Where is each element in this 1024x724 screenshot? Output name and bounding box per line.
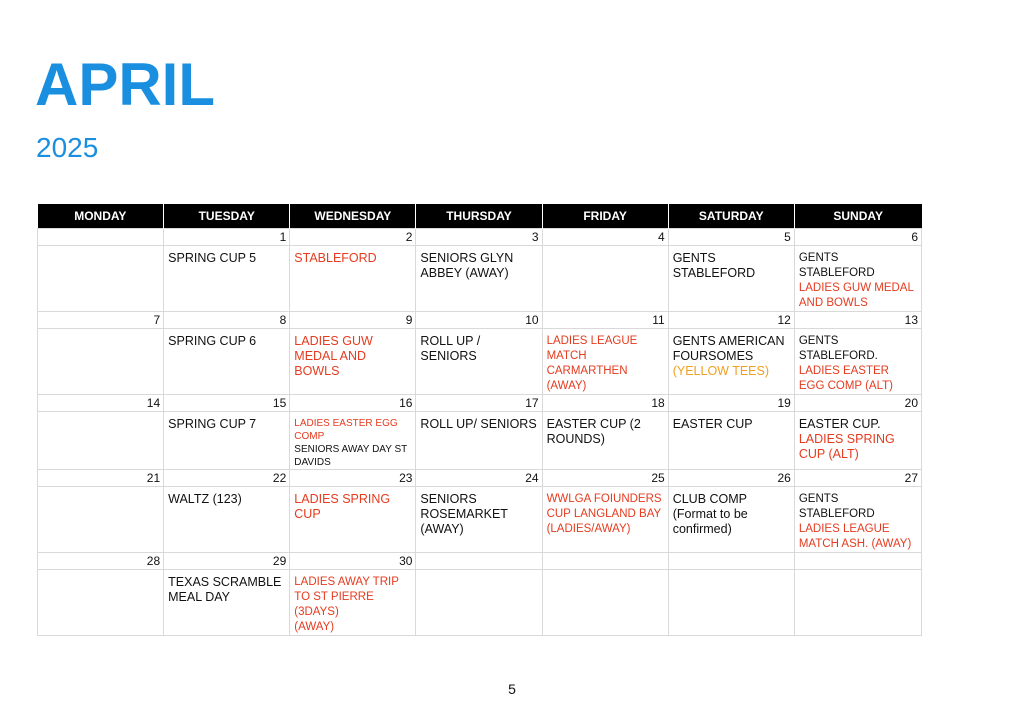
day-cell (416, 570, 542, 636)
day-number (38, 229, 164, 246)
event-text: SPRING CUP 6 (168, 334, 257, 348)
day-number: 20 (794, 395, 921, 412)
event-text: WALTZ (123) (168, 492, 242, 506)
day-number: 27 (794, 470, 921, 487)
day-number: 14 (38, 395, 164, 412)
day-cell (290, 329, 416, 395)
day-number: 18 (542, 395, 668, 412)
event-text: LADIES LEAGUE MATCH ASH. (AWAY) (798, 523, 912, 550)
event-text: SENIORS GLYN ABBEY (AWAY) (420, 251, 514, 280)
day-number (668, 553, 794, 570)
day-number: 15 (164, 395, 290, 412)
day-cell (794, 246, 921, 312)
day-cell (794, 487, 921, 553)
day-cell (668, 246, 794, 312)
day-cell (416, 487, 542, 553)
weekday-header: MONDAY (38, 204, 164, 229)
day-cell (794, 570, 921, 636)
event-text: (Format to be confirmed) (672, 507, 748, 536)
day-cell (542, 412, 668, 470)
day-cell (38, 487, 164, 553)
event-text: GENTS STABLEFORD. (798, 335, 878, 362)
day-number: 17 (416, 395, 542, 412)
day-number: 11 (542, 312, 668, 329)
day-number: 8 (164, 312, 290, 329)
day-cell (542, 570, 668, 636)
event-text: (YELLOW TEES) (672, 364, 770, 378)
day-cell (290, 246, 416, 312)
day-cell (164, 412, 290, 470)
event-text: LADIES EASTER EGG COMP (ALT) (798, 365, 893, 392)
weekday-header: WEDNESDAY (290, 204, 416, 229)
month-title: APRIL (35, 51, 215, 118)
day-number (416, 553, 542, 570)
event-text: ROLL UP/ SENIORS (420, 417, 537, 431)
day-number: 21 (38, 470, 164, 487)
weekday-header: THURSDAY (416, 204, 542, 229)
day-number: 7 (38, 312, 164, 329)
day-number (794, 553, 921, 570)
day-cell (416, 246, 542, 312)
event-text: TEXAS SCRAMBLE MEAL DAY (168, 575, 282, 604)
day-cell (794, 329, 921, 395)
day-cell (416, 412, 542, 470)
event-text: GENTS STABLEFORD (672, 251, 756, 280)
day-cell (668, 412, 794, 470)
event-text: SENIORS ROSEMARKET (AWAY) (420, 492, 508, 536)
day-cell (794, 412, 921, 470)
day-cell (290, 412, 416, 470)
day-number: 12 (668, 312, 794, 329)
day-number (542, 553, 668, 570)
event-text: (AWAY) (294, 621, 335, 633)
event-text: EASTER CUP (2 ROUNDS) (546, 417, 641, 446)
event-text: SPRING CUP 5 (168, 251, 257, 265)
day-cell (290, 570, 416, 636)
week-events-row (38, 246, 922, 312)
week-date-row (38, 470, 922, 487)
week-events-row (38, 487, 922, 553)
weekday-header: FRIDAY (542, 204, 668, 229)
day-cell (290, 487, 416, 553)
event-text: SENIORS AWAY DAY ST DAVIDS (294, 444, 408, 468)
day-number: 24 (416, 470, 542, 487)
week-events-row (38, 412, 922, 470)
event-text: EASTER CUP (672, 417, 753, 431)
day-number: 16 (290, 395, 416, 412)
week-date-row (38, 553, 922, 570)
day-cell (38, 412, 164, 470)
day-number: 2 (290, 229, 416, 246)
event-text: STABLEFORD (294, 251, 377, 265)
day-number: 23 (290, 470, 416, 487)
weekday-header: TUESDAY (164, 204, 290, 229)
week-date-row (38, 229, 922, 246)
day-cell (38, 246, 164, 312)
day-number: 25 (542, 470, 668, 487)
day-cell (542, 487, 668, 553)
week-events-row (38, 570, 922, 636)
day-number: 3 (416, 229, 542, 246)
day-number: 30 (290, 553, 416, 570)
day-number: 22 (164, 470, 290, 487)
event-text: (AWAY) (546, 380, 587, 392)
day-cell (542, 246, 668, 312)
week-date-row (38, 395, 922, 412)
day-number: 9 (290, 312, 416, 329)
event-text: LADIES AWAY TRIP TO ST PIERRE (3DAYS) (294, 576, 399, 618)
day-cell (668, 570, 794, 636)
day-number: 6 (794, 229, 921, 246)
week-events-row (38, 329, 922, 395)
day-number: 1 (164, 229, 290, 246)
day-cell (542, 329, 668, 395)
weekday-header: SATURDAY (668, 204, 794, 229)
day-cell (416, 329, 542, 395)
day-cell (164, 329, 290, 395)
day-number: 29 (164, 553, 290, 570)
day-number: 10 (416, 312, 542, 329)
page-number: 5 (508, 681, 516, 697)
day-cell (38, 329, 164, 395)
event-text: LADIES GUW MEDAL AND BOWLS (798, 282, 914, 309)
calendar-grid (37, 204, 922, 636)
day-cell (668, 487, 794, 553)
event-text: SPRING CUP 7 (168, 417, 257, 431)
event-text: (LADIES/AWAY) (546, 523, 631, 535)
day-number: 19 (668, 395, 794, 412)
event-text: LADIES SPRING CUP (294, 492, 391, 521)
day-cell (164, 570, 290, 636)
day-number: 28 (38, 553, 164, 570)
event-text: EASTER CUP. (798, 417, 881, 431)
day-number: 4 (542, 229, 668, 246)
event-text: LADIES SPRING CUP (ALT) (798, 432, 895, 461)
event-text: GENTS AMERICAN FOURSOMES (672, 334, 785, 363)
event-text: WWLGA FOIUNDERS CUP LANGLAND BAY (546, 493, 662, 520)
event-text: CLUB COMP (672, 492, 748, 506)
event-text: LADIES EASTER EGG COMP (294, 418, 398, 442)
day-cell (668, 329, 794, 395)
event-text: ROLL UP / SENIORS (420, 334, 481, 363)
week-date-row (38, 312, 922, 329)
day-cell (38, 570, 164, 636)
event-text: LADIES LEAGUE MATCH CARMARTHEN (546, 335, 638, 377)
event-text: GENTS STABLEFORD (798, 493, 875, 520)
day-number: 26 (668, 470, 794, 487)
year-subtitle: 2025 (36, 132, 99, 163)
event-text: LADIES GUW MEDAL AND BOWLS (294, 334, 373, 378)
weekday-header: SUNDAY (794, 204, 921, 229)
day-number: 13 (794, 312, 921, 329)
day-number: 5 (668, 229, 794, 246)
weekday-header-row (38, 204, 922, 229)
event-text: GENTS STABLEFORD (798, 252, 875, 279)
day-cell (164, 246, 290, 312)
day-cell (164, 487, 290, 553)
